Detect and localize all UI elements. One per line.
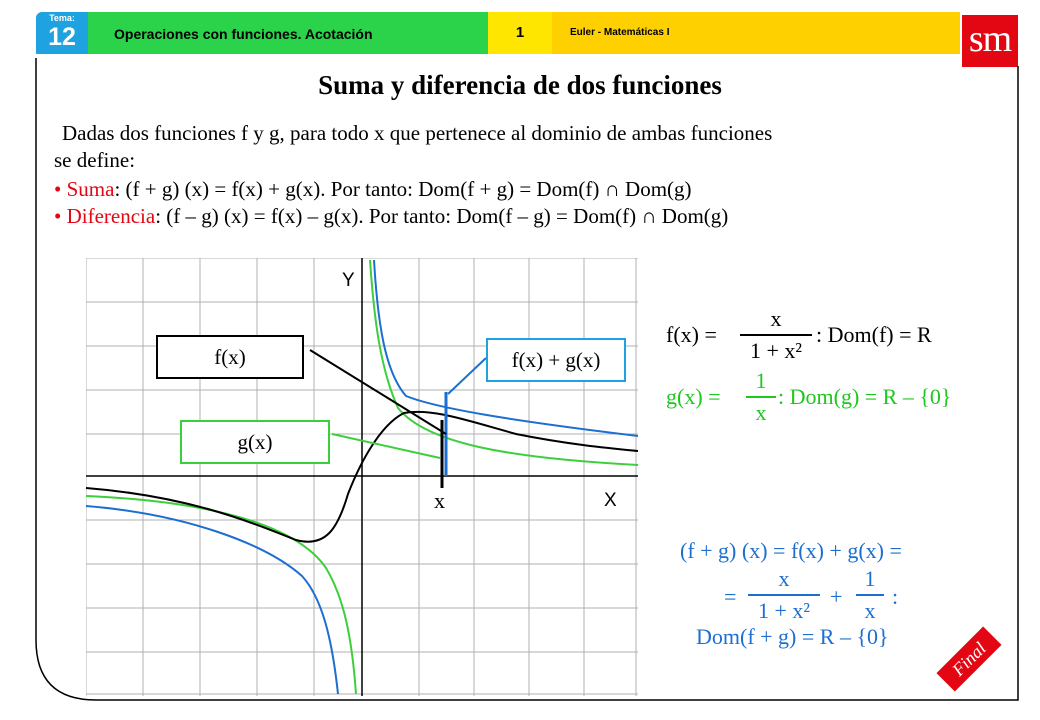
pointer-g xyxy=(332,434,440,458)
label-g: g(x) xyxy=(180,420,330,464)
g-denominator: x xyxy=(755,400,767,425)
diferencia-definition: : (f – g) (x) = f(x) – g(x). Por tanto: Dom(f – g) = Dom(f) ∩ Dom(g) xyxy=(155,204,729,228)
sum-line-1: (f + g) (x) = f(x) + g(x) = xyxy=(680,538,902,563)
suma-label: Suma xyxy=(66,177,115,201)
intro-text xyxy=(54,120,994,174)
sum-numerator-1: x xyxy=(778,566,790,591)
f-denominator: 1 + x² xyxy=(749,338,802,363)
g-lhs: g(x) = xyxy=(666,384,721,409)
sum-fraction-2 xyxy=(856,566,884,624)
sum-equals: = xyxy=(724,584,737,609)
f-numerator: x xyxy=(770,306,782,331)
curve-fg-left xyxy=(86,506,338,694)
sum-denominator-1: 1 + x² xyxy=(757,598,810,623)
sum-domain: Dom(f + g) = R – {0} xyxy=(696,624,889,649)
f-fraction xyxy=(740,306,812,364)
f-lhs: f(x) = xyxy=(666,322,717,347)
fraction-bar xyxy=(856,594,884,596)
fraction-bar xyxy=(748,594,820,596)
topic-number: 12 xyxy=(48,23,76,51)
axes xyxy=(86,258,638,696)
g-domain: : Dom(g) = R – {0} xyxy=(778,384,952,409)
sum-fraction-1 xyxy=(748,566,820,624)
fraction-bar xyxy=(746,396,776,398)
bullet-diferencia xyxy=(54,203,728,230)
intro-line-2: se define: xyxy=(54,148,136,172)
x-axis-label: X xyxy=(604,490,617,511)
sum-numerator-2: 1 xyxy=(864,566,876,591)
book-title: Euler - Matemáticas I xyxy=(570,27,670,38)
bullet-dot: • xyxy=(54,204,62,228)
g-numerator: 1 xyxy=(755,368,767,393)
page-number: 1 xyxy=(488,12,552,54)
bullet-suma xyxy=(54,176,692,203)
intro-line-1: Dadas dos funciones f y g, para todo x que pertenece al dominio de ambas funciones xyxy=(62,121,773,145)
g-fraction xyxy=(746,368,776,426)
diferencia-label: Diferencia xyxy=(66,204,156,228)
x-marker-label: x xyxy=(434,488,445,513)
fraction-bar xyxy=(740,334,812,336)
sum-denominator-2: x xyxy=(864,598,876,623)
section-title: Operaciones con funciones. Acotación xyxy=(114,26,373,42)
final-button[interactable]: Final xyxy=(936,626,1001,691)
topic-label: Tema: xyxy=(49,13,75,23)
sum-colon: : xyxy=(892,584,899,609)
sm-logo: sm xyxy=(962,15,1018,67)
sum-plus: + xyxy=(830,584,843,609)
pointer-fg xyxy=(448,358,486,394)
pointer-f xyxy=(310,350,446,434)
function-graph xyxy=(86,258,638,696)
slide-title: Suma y diferencia de dos funciones xyxy=(318,70,722,100)
bullet-dot: • xyxy=(54,177,62,201)
suma-definition: : (f + g) (x) = f(x) + g(x). Por tanto: Dom(f + g) = Dom(f) ∩ Dom(g) xyxy=(114,177,692,201)
label-f: f(x) xyxy=(156,335,304,379)
f-domain: : Dom(f) = R xyxy=(816,322,932,347)
label-f-plus-g: f(x) + g(x) xyxy=(486,338,626,382)
y-axis-label: Y xyxy=(342,270,355,291)
